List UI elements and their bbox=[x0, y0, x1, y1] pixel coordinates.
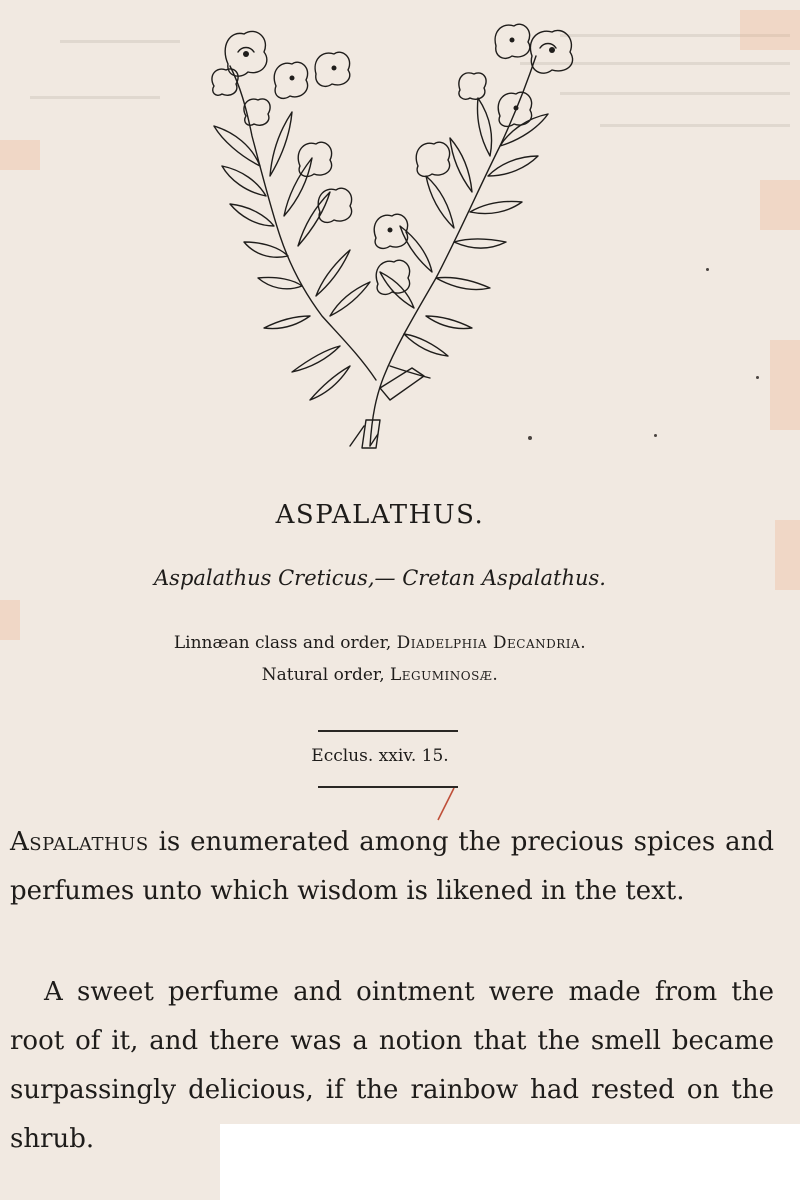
scan-blotch bbox=[0, 140, 40, 170]
divider-rule bbox=[318, 730, 458, 732]
ink-speck bbox=[756, 376, 759, 379]
class-prefix: Linnæan class and order, bbox=[173, 633, 397, 653]
scan-blotch bbox=[740, 10, 800, 50]
paragraph-text: is enumerated among the precious spices and perfumes unto which wisdom is likened in the text. bbox=[10, 827, 774, 906]
page-title: ASPALATHUS. bbox=[275, 500, 485, 530]
aspalathus-sprig-illustration bbox=[200, 16, 580, 456]
order-prefix: Natural order, bbox=[261, 665, 390, 685]
class-value: Diadelphia Decandria. bbox=[396, 633, 587, 653]
bleed-through-line bbox=[60, 40, 180, 43]
paragraph-lead-word: Aspalathus bbox=[10, 827, 149, 857]
paragraph-1 bbox=[10, 818, 774, 916]
ink-speck bbox=[654, 434, 657, 437]
species-subtitle: Aspalathus Creticus,— Cretan Aspalathus. bbox=[154, 566, 606, 590]
bleed-through-line bbox=[560, 92, 790, 95]
scan-blotch bbox=[775, 520, 800, 590]
order-value: Leguminosæ. bbox=[390, 665, 499, 685]
ink-speck bbox=[706, 268, 709, 271]
pencil-mark bbox=[434, 786, 458, 822]
scripture-reference: Ecclus. xxiv. 15. bbox=[311, 746, 449, 766]
divider-rule bbox=[318, 786, 458, 788]
natural-order-line bbox=[0, 660, 760, 690]
scan-blotch bbox=[770, 340, 800, 430]
linnaean-class-line bbox=[0, 628, 760, 658]
bleed-through-line bbox=[600, 124, 790, 127]
bleed-through-line bbox=[30, 96, 160, 99]
scan-blotch bbox=[760, 180, 800, 230]
scan-blank-area bbox=[220, 1124, 800, 1200]
paragraph-text: A sweet perfume and ointment were made from the root of it, and there was a notion that the smell became surpassingly delicious, if the rainbow had rested on the shrub. bbox=[10, 977, 774, 1154]
